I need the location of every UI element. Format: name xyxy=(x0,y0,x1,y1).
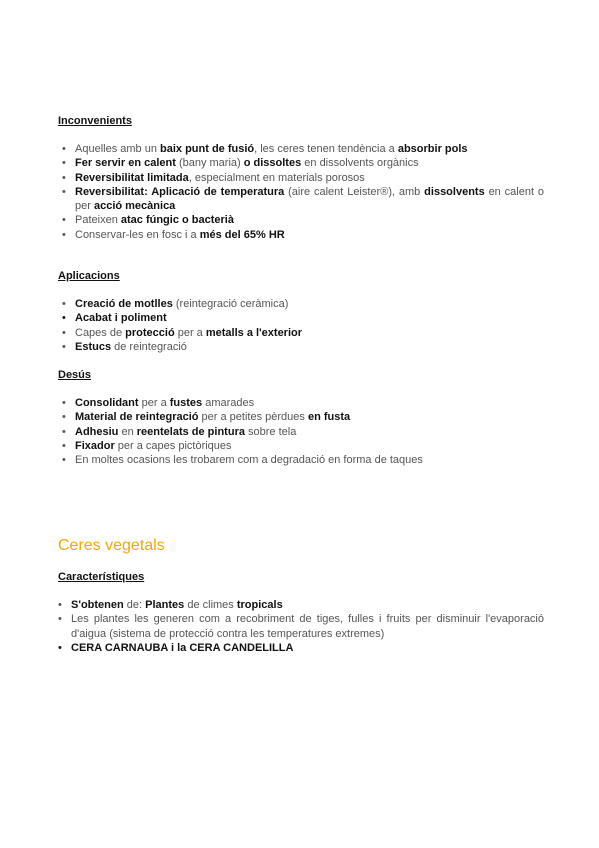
aplicacions-heading: Aplicacions xyxy=(58,270,120,282)
list-item xyxy=(62,326,544,340)
list-item xyxy=(62,410,544,424)
list-item xyxy=(62,156,544,170)
item-bold: Reversibilitat: Aplicació de temperatura xyxy=(75,185,285,198)
item-text: Conservar-les en fosc i a xyxy=(75,228,200,241)
item-text: (aire calent Leister®), amb xyxy=(284,185,425,198)
caracteristiques-heading: Característiques xyxy=(58,571,145,583)
item-bold: dissolvents xyxy=(424,185,485,198)
item-bold: baix punt de fusió xyxy=(160,143,255,155)
list-item xyxy=(62,142,544,156)
bullet-icon: • xyxy=(62,439,66,452)
bullet-icon: • xyxy=(62,411,66,424)
bullet-icon: • xyxy=(62,454,66,467)
list-item xyxy=(58,598,544,612)
item-text: Pateixen xyxy=(75,214,121,227)
list-item xyxy=(62,453,544,467)
item-bold: Consolidant xyxy=(75,397,139,409)
bullet-icon: • xyxy=(58,613,62,626)
bullet-icon: • xyxy=(62,214,66,227)
item-text: de climes xyxy=(184,599,237,611)
item-bold: absorbir pols xyxy=(397,143,468,155)
item-bold: més del 65% HR xyxy=(199,228,285,241)
item-text: Capes de xyxy=(75,326,126,339)
item-text: En moltes ocasions les trobarem com a degradació en forma de taques xyxy=(75,454,423,467)
bullet-icon: • xyxy=(62,326,66,339)
bullet-icon: • xyxy=(58,599,62,611)
bullet-icon: • xyxy=(62,298,66,310)
bullet-icon: • xyxy=(62,397,66,409)
item-bold: Creació de motlles xyxy=(75,298,173,310)
item-text: , especialment en materials porosos xyxy=(188,171,365,184)
item-text: (bany maria) xyxy=(175,157,244,170)
ceres-vegetals-title: Ceres vegetals xyxy=(58,537,165,554)
caracteristiques-list xyxy=(58,598,544,655)
bullet-icon: • xyxy=(62,171,66,184)
item-text: amarades xyxy=(202,397,255,409)
item-bold: en fusta xyxy=(307,411,351,424)
bullet-icon: • xyxy=(62,185,66,198)
item-text: Les plantes les generen com a recobriment de tiges, fulles i fruits per disminuir l'evaporació d'aigua (sistema de protecció contra les temperatures extremes) xyxy=(71,613,544,640)
list-item xyxy=(58,641,544,655)
list-item xyxy=(58,612,544,641)
list-item xyxy=(62,311,544,325)
list-item xyxy=(62,171,544,185)
list-item xyxy=(62,228,544,242)
item-bold: CERA CARNAUBA i la CERA CANDELILLA xyxy=(71,641,294,654)
inconvenients-heading: Inconvenients xyxy=(58,115,132,127)
bullet-icon: • xyxy=(62,157,66,170)
item-text: sobre tela xyxy=(244,425,297,438)
item-bold: acció mecànica xyxy=(93,200,176,213)
item-bold: protecció xyxy=(125,326,175,339)
item-bold: Plantes xyxy=(145,599,185,611)
item-text: per a xyxy=(138,397,170,409)
item-text: , les ceres tenen tendència a xyxy=(254,143,398,155)
item-bold: Acabat i poliment xyxy=(75,312,167,325)
item-text: en calent o per xyxy=(75,185,544,213)
item-bold: reentelats de pintura xyxy=(136,425,245,438)
item-text: en xyxy=(118,425,137,438)
item-bold: S'obtenen xyxy=(71,599,124,611)
item-bold: fustes xyxy=(169,397,203,409)
item-text: per a capes pictòriques xyxy=(114,439,232,452)
item-bold: Adhesiu xyxy=(75,425,119,438)
item-bold: Material de reintegració xyxy=(75,411,199,424)
bullet-icon: • xyxy=(62,228,66,241)
item-text: en dissolvents orgànics xyxy=(301,157,419,170)
item-bold: Estucs xyxy=(75,340,112,353)
item-text: (reintegració ceràmica) xyxy=(172,298,289,310)
aplicacions-list xyxy=(62,297,544,354)
item-text: de reintegració xyxy=(111,340,187,353)
item-bold: Fixador xyxy=(75,439,115,452)
item-bold: Fer servir en calent xyxy=(75,157,176,170)
item-text: per a petites pèrdues xyxy=(198,411,308,424)
bullet-icon: • xyxy=(62,312,66,325)
item-text: per a xyxy=(174,326,206,339)
item-text: de: xyxy=(123,599,146,611)
desus-list xyxy=(62,396,544,467)
list-item xyxy=(62,396,544,410)
list-item xyxy=(62,213,544,227)
bullet-icon: • xyxy=(62,340,66,353)
bullet-icon: • xyxy=(62,425,66,438)
item-bold: Reversibilitat limitada xyxy=(75,171,189,184)
list-item xyxy=(62,297,544,311)
item-bold: atac fúngic o bacterià xyxy=(120,214,234,227)
list-item xyxy=(62,340,544,354)
item-bold: o dissoltes xyxy=(243,157,302,170)
inconvenients-list xyxy=(62,142,544,242)
bullet-icon: • xyxy=(62,143,66,155)
bullet-icon: • xyxy=(58,641,62,654)
item-bold: tropicals xyxy=(236,599,283,611)
item-text: Aquelles amb un xyxy=(75,143,160,155)
desus-heading: Desús xyxy=(58,369,92,381)
list-item xyxy=(62,425,544,439)
item-bold: metalls a l'exterior xyxy=(205,326,303,339)
list-item xyxy=(62,185,544,214)
list-item xyxy=(62,439,544,453)
